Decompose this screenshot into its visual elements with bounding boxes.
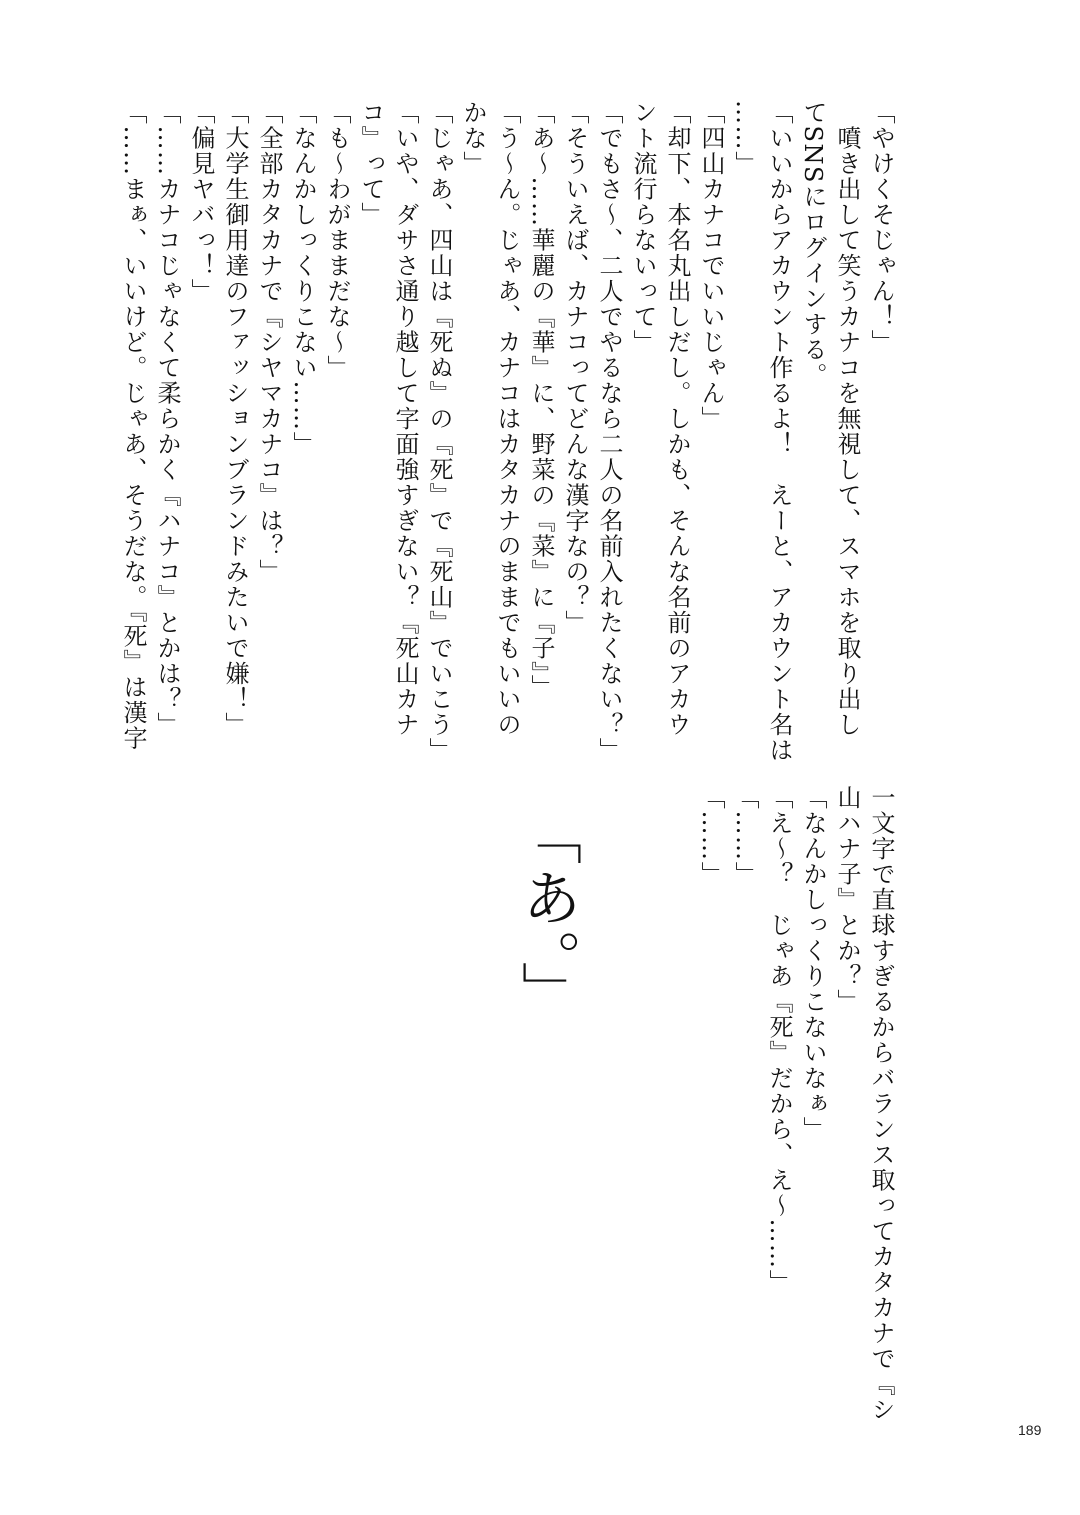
text-line: 「大学生御用達のファッションブランドみたいで嫌！」 [221,100,249,738]
text-line: 噴き出して笑うカナコを無視して、スマホを取り出し [833,100,861,738]
text-line: 「え～？ じゃあ『死』だから、え～……」 [765,785,793,1295]
text-line: 「そういえば、カナコってどんな漢字なの？」 [561,100,589,636]
text-line: 山ハナ子』とか？」 [833,785,861,1015]
text-line: てSNSにログインする。 [799,100,827,388]
text-line: 「……まぁ、いいけど。じゃあ、そうだな。『死』は漢字 [119,100,147,751]
text-line: 「偏見ヤバっ！」 [187,100,215,304]
emphasis-dialogue: 「あ。」 [512,805,582,1023]
text-line: ……」 [731,100,759,177]
text-line: 「じゃあ、四山は『死ぬ』の『死』で『死山』でいこう」 [425,100,453,763]
text-line: 「も～わがままだな～」 [323,100,351,381]
text-line: 「全部カタカナで『シヤマカナコ』は？」 [255,100,283,585]
page-number: 189 [1018,1422,1042,1438]
text-line: 「やけくそじゃん！」 [867,100,895,355]
text-line: 「なんかしっくりこない……」 [289,100,317,457]
text-line: 「四山カナコでいいじゃん」 [697,100,725,432]
text-line: 「う～ん。じゃあ、カナコはカタカナのままでもいいの [493,100,521,738]
text-line: 「……」 [697,785,725,887]
text-line: 「いいからアカウント作るよ！ えーと、アカウント名は [765,100,793,763]
text-line: かな」 [459,100,487,177]
main-text-column-bottom [694,785,898,1425]
text-line: 「……」 [731,785,759,887]
text-line: 「……カナコじゃなくて柔らかく『ハナコ』とかは？」 [153,100,181,738]
text-line: コ』って」 [357,100,385,228]
text-line: ント流行らないって」 [629,100,657,355]
text-line: 「あ～……華麗の『華』に、野菜の『菜』に『子』」 [527,100,555,700]
text-line: 「却下、本名丸出しだし。しかも、そんな名前のアカウ [663,100,691,738]
text-line: 「いや、ダサさ通り越して字面強すぎない？『死山カナ [391,100,419,738]
main-text-column-top [116,100,898,763]
text-line: 「でもさ～、二人でやるなら二人の名前入れたくない？」 [595,100,623,763]
text-line: 一文字で直球すぎるからバランス取ってカタカナで『シ [867,785,895,1423]
text-line: 「なんかしっくりこないなぁ」 [799,785,827,1142]
